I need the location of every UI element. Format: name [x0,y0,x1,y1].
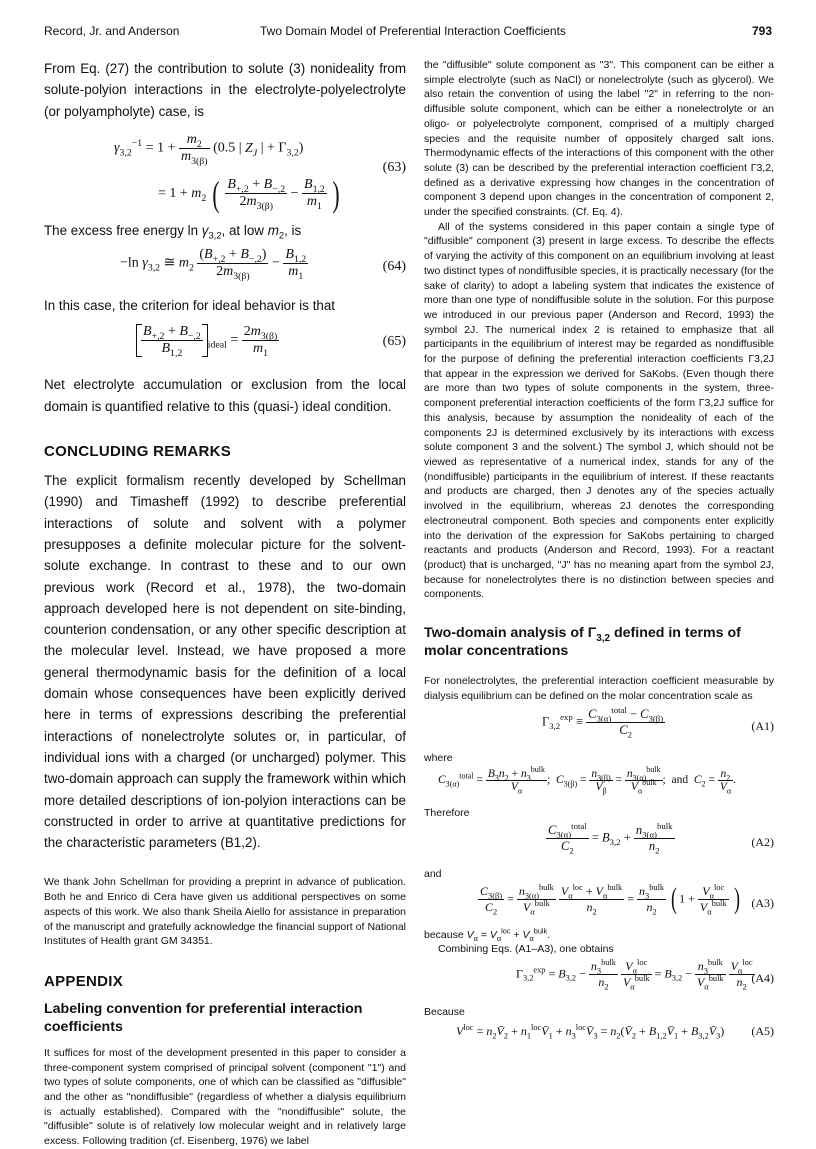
and-word: and [671,774,689,787]
eq-number-A5: (A5) [751,1023,774,1038]
equation-A5: $V^{loc}$ = $n_2V̄_2$ + $n_1^{loc}V̄_1$ + $n_3^{loc}V̄_3$ = $n_2(V̄_2$ + $B_{1,2}V̄_1$ + $B_{3,2}V̄_3$) (A5) [456,1022,774,1041]
equation-64: −ln $\gamma_{3,2}$ ≅ $m_2$ $\frac{(B_{+,2} + B_{-,2})}{2m_{3(\beta)}}$ − $\frac{B_{1,2}}{m_1}$ (64) [120,247,406,282]
labeling-paragraph: It suffices for most of the development presented in this paper to consider a three-component system comprised of principal solvent (component "1") and two types of solute components, one of which can be classified as "diffusible" and the other as "nondiffusible" (regardless of whether a dialysis equilibrium is actually established). Compared with the "nondiffusible" solute, the "diffusible" solute is of relatively low molecular weight and in relatively large excess. Following tradition (cf. Eisenberg, 1976) we label [44,1046,406,1148]
eq-number-A2: (A2) [751,834,774,849]
equation-definitions: $C_{3(\alpha)}^{total}$ = $\frac{B_3n_2 + n_3^{bulk}}{V_\alpha}$ ; $C_{3(\beta)}$ = $\frac{n_{3(\beta)}}{V_\beta}$ = $\frac{n_{3(\alpha)}^{bulk}}{V_\alpha^{bulk}}$ ; and $C_2$ = $\frac{n_2}{V_\alpha}$ . [438,765,736,796]
header-title: Two Domain Model of Preferential Interaction Coefficients [260,24,566,38]
eq-number-63: (63) [382,159,406,175]
and-text: and [424,867,442,880]
concluding-paragraph: The explicit formalism recently developed by Schellman (1990) and Timasheff (1992) to describe preferential interactions of solute and solvent with a polymer presupposes a definite molecular picture for the solvent-solute exchange. In contrast to these and to our own previous work (Record et al., 1978), the two-domain approach developed here is not dependent on site-binding, counterion condensation, or any other specific description at the molecular level. Instead, we have proposed a more general thermodynamic basis for the definition of a local domain whose consequences have been explicitly derived here in terms of expressions describing the preferential interactions of nonelectrolyte solutes or, in particular, of individual ions with a charged (or uncharged) polymer. This two-domain approach can supply the framework within which more detailed descriptions of ion-polyion interactions can be constructed in order to arrive at quantitative predictions for the characteristic parameters (B1,2). [44,473,406,851]
equation-A1: $\Gamma_{3,2}^{exp}$ ≡ $\frac{C_{3(\alpha)}^{total} - C_{3(\beta)}}{C_2}$ (A1) [542,705,774,740]
concluding-heading: CONCLUDING REMARKS [44,443,232,461]
excess-text: The excess free energy $\ln \gamma_{3,2}$, at low $m_2$, is [44,222,302,241]
equation-A3: $\frac{C_{3(\beta)}}{C_2}$ = $\frac{n_{3(\alpha)}^{bulk}}{V_\alpha^{bulk}}$ $\frac{V_\alpha^{loc} + V_\alpha^{bulk}}{n_2}$ = $\frac{n_3^{bulk}}{n_2}$ ( 1 + $\frac{V_\alpha^{loc}}{V_\alpha^{bulk}}$ ) (A3) [480,882,774,916]
running-header [44,24,772,44]
eq-number-A3: (A3) [751,895,774,910]
labeling-heading: Labeling convention for preferential interaction coefficients [44,1000,363,1035]
right-column [424,58,774,1044]
equation-A4: $\Gamma_{3,2}^{exp} = B_{3,2}$ − $\frac{n_3^{bulk}}{n_2}$ $\frac{V_\alpha^{loc}}{V_\alpha^{bulk}}$ = $B_{3,2}$ − $\frac{n_3^{bulk}}{V_\alpha^{bulk}}$ $\frac{V_\alpha^{loc}}{n_2}$ (A4) [516,957,774,992]
because-text: Because [424,1005,465,1018]
eq-number-65: (65) [382,334,406,350]
eq-number-64: (64) [382,259,406,275]
header-authors: Record, Jr. and Anderson [44,24,180,38]
right-paragraph-2: All of the systems considered in this paper contain a single type of "diffusible" component (3) present in large excess. To describe the effects of varying the activity of this component on an equilibrium involving at least two distinct types of nondiffusible species, it is practically necessary (for the sake of clarity) to adopt a labeling system that indicates the existence of more than one type of nondiffusible solute in the solution. For this purpose we introduced in our previous paper (Anderson and Record, 1993) the symbol 2J. The numerical index 2 is retained to emphasize that all participants in the equilibrium of interest may be regarded as nondiffusible for the purpose of defining the preferential interaction coefficients Γ3,2J that appear in the expression we derived for SaKobs. (Even though there are more than two types of solute components in the system, three-component preferential interaction coefficients of the form Γ3,2J suffice for this analysis, because by assumption the nonideality of each of the components 2J is determined exclusively by its interactions with excess solute component 3 and the solvent.) The symbol J, which should not be viewed as representative of a numerical index, stands for any of the (nondiffusible) participants in the equilibrium of interest. If these reactants and products are charged, then J denotes any of the species actually involved in the equilibrium, whereas 2J denotes the corresponding electroneutral component. Both species and components enter explicitly into the derivation of the expression for SaKobs pertaining to charged reactants and products (Anderson and Record, 1993). For a reactant (product) that is uncharged, "J" has no meaning apart from the symbol 2J, because for nonelectrolytes there is no distinction between species and components. [424,220,774,601]
because-volume-text: because $V_\alpha = V_\alpha^{loc} + V_\alpha^{bulk}$. [424,926,551,943]
net-electrolyte-text: Net electrolyte accumulation or exclusion from the local domain is quantified relative to this (quasi-) ideal condition. [44,377,406,414]
intro-paragraph: From Eq. (27) the contribution to solute (3) nonideality from solute-polyion interactions in the electrolyte-polyelectrolyte (or polyampholyte) case, is [44,61,406,119]
therefore-text: Therefore [424,807,470,820]
eq-number-A1: (A1) [751,719,774,734]
right-paragraph-1: the "diffusible" solute component as "3". This component can be either a simple electrolyte (such as NaCl) or nonelectrolyte (such as glycerol). We also retain the convention of using the label "2" in referring to the non-diffusible solute component, which can be either a nonelectrolyte or an oligo- or polyelectrolyte component, comprised of a multiply charged species and the requisite number of oppositely charged salt ions. Thermodynamic effects of the interactions of this component with the other solute (3) can be described by the preferential interaction coefficient Γ3,2, defined as a derivative expressing how changes in the concentration of component 3 depend upon changes in the concentration of component 2, under the specified constraints. (Cf. Eq. 4). [424,59,774,219]
page-number: 793 [751,24,772,38]
equation-65: $\frac{B_{+,2} + B_{-,2}}{B_{1,2}}$ $_{ideal}$ = $\frac{2m_{3(\beta)}}{m_1}$ (65) [44,318,406,374]
where-text: where [424,752,453,765]
equation-63: $\gamma_{3,2}^{-1} = 1$ + $\frac{m_2}{m_{3(\beta)}}$ (0.5 | $Z_J$ | + $\Gamma_{3,2}$) = $1 + m_2$ ( $\frac{B_{+,2} + B_{-,2}}{2m_{3(\beta)}}$ − $\frac{B_{1,2}}{m_1}$ ) (63) [114,131,406,214]
equation-A2: $\frac{C_{3(\alpha)}^{total}}{C_2}$ = $B_{3,2}$ + $\frac{n_{3(\alpha)}^{bulk}}{n_2}$ (A2) [548,820,774,856]
criterion-text: In this case, the criterion for ideal behavior is that [44,298,336,314]
left-column [44,58,406,1149]
appendix-heading: APPENDIX [44,972,124,990]
acknowledgments: We thank John Schellman for providing a preprint in advance of publication. Both he and Enrico di Cera have given us additional perspectives on some aspects of this work. We also thank Sheila Aiello for assistance in preparation of the manuscript and gratefully acknowledge the financial support of National Institutes of Health grant GM 34351. [44,876,406,948]
two-domain-heading: Two-domain analysis of $\Gamma_{3,2}$ defined in terms of molar concentrations [424,625,741,660]
combining-text: Combining Eqs. (A1–A3), one obtains [438,943,614,956]
eq-number-A4: (A4) [751,970,774,985]
right-paragraph-3: For nonelectrolytes, the preferential interaction coefficient measurable by dialysis equilibrium can be defined on the molar concentration scale as [424,675,774,702]
